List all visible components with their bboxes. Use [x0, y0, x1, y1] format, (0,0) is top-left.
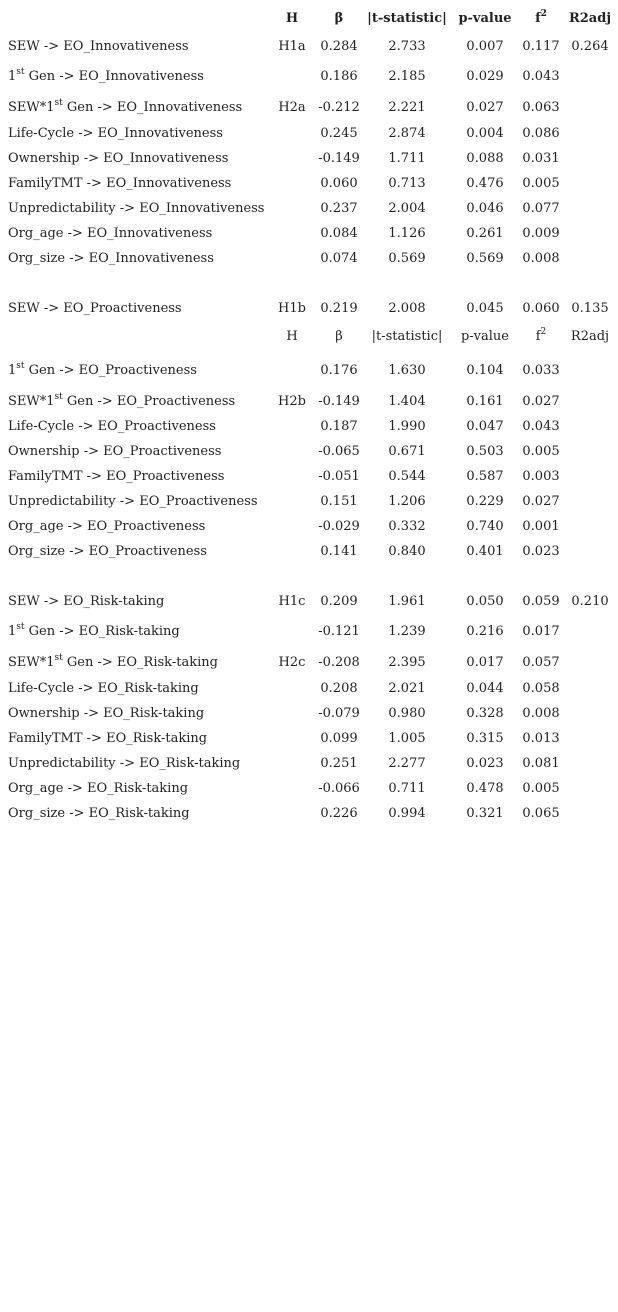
beta-cell: -0.029 — [318, 519, 360, 534]
hypothesis-cell: H1c — [278, 594, 306, 609]
p-value-cell: 0.104 — [466, 363, 504, 378]
t-statistic-cell: 1.126 — [388, 226, 426, 241]
f2-cell: 0.031 — [522, 151, 560, 166]
p-value-cell: 0.004 — [466, 126, 504, 141]
p-value-cell: 0.017 — [466, 655, 504, 670]
beta-cell: -0.149 — [318, 394, 360, 409]
f2-cell: 0.043 — [522, 69, 560, 84]
beta-cell: 0.245 — [320, 126, 358, 141]
r2adj-cell: 0.135 — [571, 301, 609, 316]
f2-cell: 0.005 — [522, 176, 560, 191]
t-statistic-cell: 2.021 — [388, 681, 426, 696]
f2-cell: 0.001 — [522, 519, 560, 534]
f2-cell: 0.005 — [522, 444, 560, 459]
p-value-cell: 0.740 — [466, 519, 504, 534]
t-statistic-cell: 2.277 — [388, 756, 426, 771]
path-label: Unpredictability -> EO_Innovativeness — [8, 201, 265, 216]
p-value-cell: 0.045 — [466, 301, 504, 316]
path-label-sup: st — [54, 392, 63, 402]
p-value-cell: 0.478 — [466, 781, 504, 796]
p-value-cell: 0.029 — [466, 69, 504, 84]
f2-cell: 0.065 — [522, 806, 560, 821]
path-label — [8, 387, 235, 417]
header-row — [0, 8, 618, 30]
t-statistic-cell: 1.206 — [388, 494, 426, 509]
beta-cell: 0.251 — [320, 756, 358, 771]
path-label-post: Gen -> EO_Risk-taking — [24, 624, 180, 639]
path-label-pre: SEW*1 — [8, 394, 55, 409]
col-header-f2-base: f — [535, 329, 541, 344]
beta-cell: 0.176 — [320, 363, 358, 378]
beta-cell: 0.187 — [320, 419, 358, 434]
path-label-sup: st — [54, 98, 63, 108]
col-header-f2-sup: 2 — [540, 9, 547, 19]
beta-cell: 0.284 — [320, 39, 358, 54]
t-statistic-cell: 2.874 — [388, 126, 426, 141]
r2adj-cell: 0.210 — [571, 594, 609, 609]
path-label-sup: st — [16, 361, 25, 371]
path-label — [8, 93, 242, 123]
p-value-cell: 0.401 — [466, 544, 504, 559]
table-row — [0, 387, 618, 417]
t-statistic-cell: 1.990 — [388, 419, 426, 434]
path-label-post: Gen -> EO_Innovativeness — [62, 100, 243, 115]
table-row — [0, 123, 618, 145]
beta-cell: 0.151 — [320, 494, 358, 509]
hypothesis-cell: H2b — [278, 394, 306, 409]
path-label: Ownership -> EO_Innovativeness — [8, 151, 229, 166]
t-statistic-cell: 0.713 — [388, 176, 426, 191]
f2-cell: 0.013 — [522, 731, 560, 746]
path-label — [8, 356, 197, 386]
table-row — [0, 678, 618, 700]
path-label-post: Gen -> EO_Risk-taking — [62, 655, 218, 670]
col-header-r2adj: R2adj — [570, 329, 610, 344]
hypothesis-cell: H2c — [278, 655, 306, 670]
f2-cell: 0.117 — [522, 39, 560, 54]
beta-cell: 0.237 — [320, 201, 358, 216]
path-label-post: Gen -> EO_Proactiveness — [24, 363, 197, 378]
path-label: Life-Cycle -> EO_Proactiveness — [8, 419, 216, 434]
col-header-f2-sup: 2 — [540, 327, 547, 337]
p-value-cell: 0.044 — [466, 681, 504, 696]
t-statistic-cell: 1.239 — [388, 624, 426, 639]
path-label: Org_size -> EO_Innovativeness — [8, 251, 214, 266]
table-row — [0, 198, 618, 220]
path-label-pre: SEW*1 — [8, 655, 55, 670]
col-header-beta: β — [334, 11, 344, 26]
f2-cell: 0.005 — [522, 781, 560, 796]
f2-cell: 0.033 — [522, 363, 560, 378]
table-row — [0, 416, 618, 438]
p-value-cell: 0.046 — [466, 201, 504, 216]
f2-cell: 0.017 — [522, 624, 560, 639]
f2-cell: 0.008 — [522, 706, 560, 721]
beta-cell: 0.209 — [320, 594, 358, 609]
path-label-sup: st — [16, 67, 25, 77]
t-statistic-cell: 1.630 — [388, 363, 426, 378]
p-value-cell: 0.229 — [466, 494, 504, 509]
path-label-post: Gen -> EO_Innovativeness — [24, 69, 204, 84]
table-row — [0, 591, 618, 613]
path-label-sup: st — [54, 653, 63, 663]
path-label: Unpredictability -> EO_Risk-taking — [8, 756, 241, 771]
table-row — [0, 36, 618, 58]
p-value-cell: 0.047 — [466, 419, 504, 434]
col-header-f2 — [516, 8, 566, 30]
table-row — [0, 516, 618, 538]
table-row — [0, 703, 618, 725]
table-row — [0, 93, 618, 123]
beta-cell: 0.208 — [320, 681, 358, 696]
table-row — [0, 223, 618, 245]
p-value-cell: 0.503 — [466, 444, 504, 459]
p-value-cell: 0.216 — [466, 624, 504, 639]
p-value-cell: 0.587 — [466, 469, 504, 484]
path-label: Life-Cycle -> EO_Innovativeness — [8, 126, 223, 141]
path-label — [8, 648, 218, 678]
t-statistic-cell: 0.711 — [388, 781, 426, 796]
path-label-pre: 1 — [8, 624, 17, 639]
f2-cell: 0.043 — [522, 419, 560, 434]
t-statistic-cell: 0.544 — [388, 469, 426, 484]
f2-cell: 0.059 — [522, 594, 560, 609]
path-label: Life-Cycle -> EO_Risk-taking — [8, 681, 199, 696]
path-label-post: Gen -> EO_Proactiveness — [62, 394, 236, 409]
beta-cell: 0.084 — [320, 226, 358, 241]
table-row — [0, 173, 618, 195]
t-statistic-cell: 0.980 — [388, 706, 426, 721]
f2-cell: 0.057 — [522, 655, 560, 670]
col-header-t-statistic: |t-statistic| — [367, 11, 447, 26]
col-header-f2 — [516, 326, 566, 348]
beta-cell: 0.074 — [320, 251, 358, 266]
table-row — [0, 491, 618, 513]
t-statistic-cell: 2.004 — [388, 201, 426, 216]
path-label: Unpredictability -> EO_Proactiveness — [8, 494, 258, 509]
path-label: Ownership -> EO_Proactiveness — [8, 444, 222, 459]
table-row — [0, 298, 618, 320]
p-value-cell: 0.027 — [466, 100, 504, 115]
path-label: Org_size -> EO_Proactiveness — [8, 544, 207, 559]
beta-cell: 0.099 — [320, 731, 358, 746]
beta-cell: -0.208 — [318, 655, 360, 670]
p-value-cell: 0.088 — [466, 151, 504, 166]
f2-cell: 0.063 — [522, 100, 560, 115]
table-row — [0, 441, 618, 463]
t-statistic-cell: 1.961 — [388, 594, 426, 609]
col-header-h: H — [285, 11, 299, 26]
p-value-cell: 0.023 — [466, 756, 504, 771]
table-row — [0, 248, 618, 270]
p-value-cell: 0.315 — [466, 731, 504, 746]
path-label: Ownership -> EO_Risk-taking — [8, 706, 205, 721]
beta-cell: 0.141 — [320, 544, 358, 559]
f2-cell: 0.008 — [522, 251, 560, 266]
t-statistic-cell: 1.404 — [388, 394, 426, 409]
beta-cell: 0.219 — [320, 301, 358, 316]
path-label: SEW -> EO_Proactiveness — [8, 301, 182, 316]
path-label-pre: 1 — [8, 363, 17, 378]
path-label — [8, 62, 204, 92]
table-row — [0, 617, 618, 647]
t-statistic-cell: 2.008 — [388, 301, 426, 316]
t-statistic-cell: 0.840 — [388, 544, 426, 559]
path-label: SEW -> EO_Innovativeness — [8, 39, 189, 54]
p-value-cell: 0.050 — [466, 594, 504, 609]
col-header-f2-base: f — [535, 11, 541, 26]
path-label: FamilyTMT -> EO_Risk-taking — [8, 731, 208, 746]
f2-cell: 0.060 — [522, 301, 560, 316]
col-header-h: H — [286, 329, 298, 344]
p-value-cell: 0.161 — [466, 394, 504, 409]
table-row — [0, 466, 618, 488]
beta-cell: -0.149 — [318, 151, 360, 166]
table-row — [0, 803, 618, 825]
table-row — [0, 778, 618, 800]
hypothesis-cell: H1b — [278, 301, 306, 316]
f2-cell: 0.009 — [522, 226, 560, 241]
beta-cell: 0.186 — [320, 69, 358, 84]
col-header-t-statistic: |t-statistic| — [371, 329, 443, 344]
table-row — [0, 728, 618, 750]
table-row — [0, 356, 618, 386]
path-label: Org_age -> EO_Risk-taking — [8, 781, 189, 796]
p-value-cell: 0.476 — [466, 176, 504, 191]
path-label: FamilyTMT -> EO_Proactiveness — [8, 469, 225, 484]
t-statistic-cell: 2.733 — [388, 39, 426, 54]
f2-cell: 0.086 — [522, 126, 560, 141]
path-label — [8, 617, 180, 647]
path-label: FamilyTMT -> EO_Innovativeness — [8, 176, 232, 191]
f2-cell: 0.027 — [522, 394, 560, 409]
t-statistic-cell: 0.994 — [388, 806, 426, 821]
table-row — [0, 62, 618, 92]
beta-cell: 0.226 — [320, 806, 358, 821]
path-label-pre: 1 — [8, 69, 17, 84]
path-label: Org_age -> EO_Innovativeness — [8, 226, 213, 241]
col-header-beta: β — [335, 329, 343, 344]
beta-cell: 0.060 — [320, 176, 358, 191]
beta-cell: -0.212 — [318, 100, 360, 115]
col-header-r2adj: R2adj — [568, 11, 612, 26]
t-statistic-cell: 2.185 — [388, 69, 426, 84]
f2-cell: 0.003 — [522, 469, 560, 484]
path-label: Org_size -> EO_Risk-taking — [8, 806, 190, 821]
p-value-cell: 0.328 — [466, 706, 504, 721]
f2-cell: 0.027 — [522, 494, 560, 509]
hypothesis-cell: H2a — [278, 100, 306, 115]
beta-cell: -0.051 — [318, 469, 360, 484]
beta-cell: -0.121 — [318, 624, 360, 639]
r2adj-cell: 0.264 — [571, 39, 609, 54]
path-label: SEW -> EO_Risk-taking — [8, 594, 165, 609]
p-value-cell: 0.321 — [466, 806, 504, 821]
table-row — [0, 648, 618, 678]
f2-cell: 0.058 — [522, 681, 560, 696]
t-statistic-cell: 2.221 — [388, 100, 426, 115]
t-statistic-cell: 0.569 — [388, 251, 426, 266]
col-header-p-value: p-value — [458, 11, 512, 26]
path-label: Org_age -> EO_Proactiveness — [8, 519, 206, 534]
table-row — [0, 753, 618, 775]
beta-cell: -0.079 — [318, 706, 360, 721]
f2-cell: 0.077 — [522, 201, 560, 216]
t-statistic-cell: 0.332 — [388, 519, 426, 534]
beta-cell: -0.065 — [318, 444, 360, 459]
f2-cell: 0.081 — [522, 756, 560, 771]
table-row — [0, 148, 618, 170]
t-statistic-cell: 0.671 — [388, 444, 426, 459]
p-value-cell: 0.569 — [466, 251, 504, 266]
t-statistic-cell: 1.005 — [388, 731, 426, 746]
table-row — [0, 541, 618, 563]
p-value-cell: 0.261 — [466, 226, 504, 241]
f2-cell: 0.023 — [522, 544, 560, 559]
col-header-p-value: p-value — [460, 329, 510, 344]
beta-cell: -0.066 — [318, 781, 360, 796]
t-statistic-cell: 1.711 — [388, 151, 426, 166]
path-label-pre: SEW*1 — [8, 100, 55, 115]
path-label-sup: st — [16, 622, 25, 632]
p-value-cell: 0.007 — [466, 39, 504, 54]
header-row — [0, 326, 618, 348]
hypothesis-cell: H1a — [278, 39, 306, 54]
t-statistic-cell: 2.395 — [388, 655, 426, 670]
